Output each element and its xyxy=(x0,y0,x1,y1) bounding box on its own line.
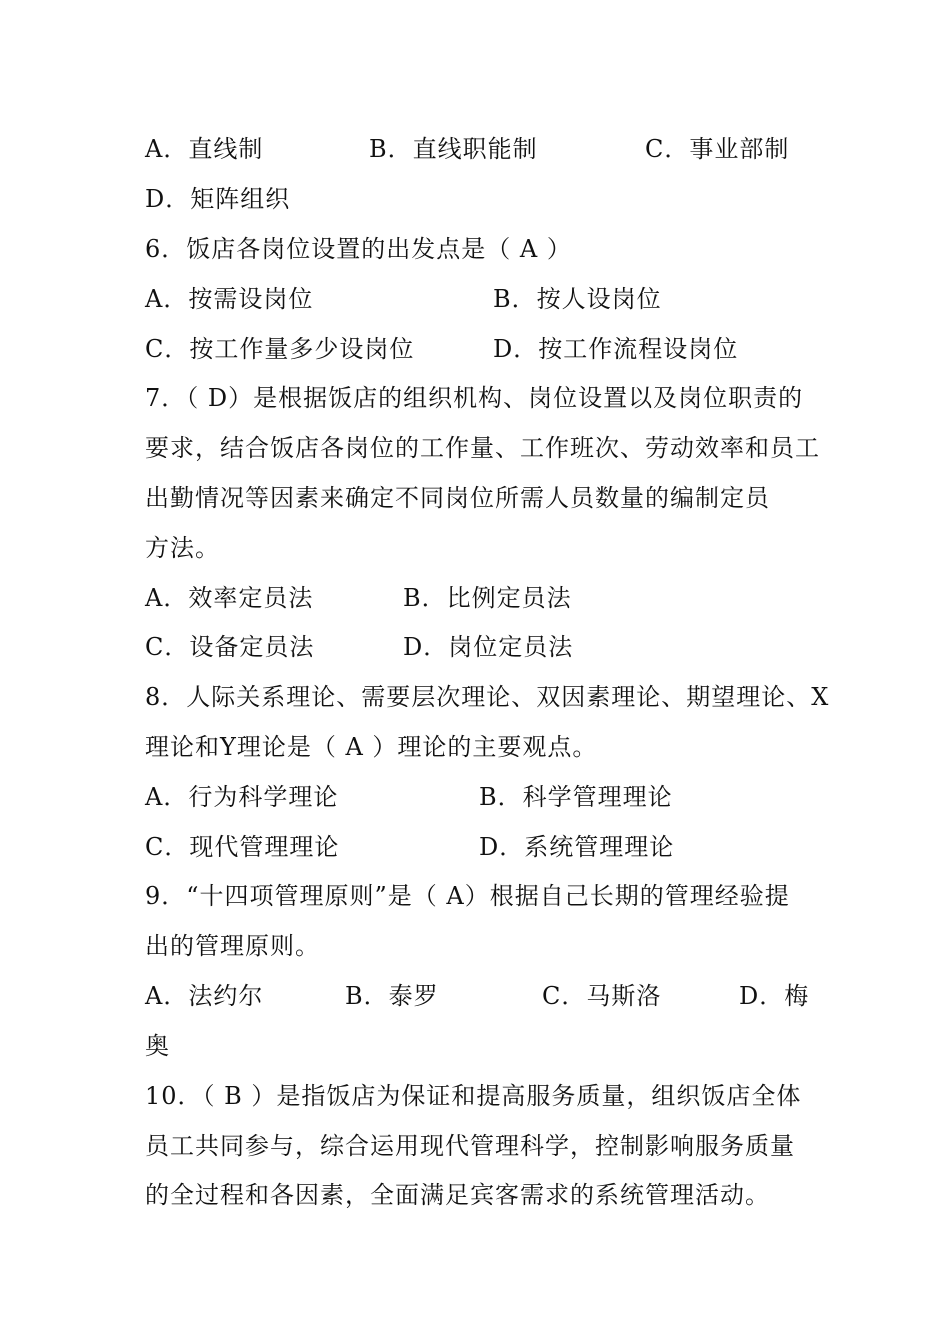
q7-line-3: 出勤情况等因素来确定不同岗位所需人员数量的编制定员 xyxy=(145,484,770,512)
q8-line-1: 8．人际关系理论、需要层次理论、双因素理论、期望理论、X xyxy=(145,683,830,711)
q9-line-1: 9．“十四项管理原则”是（ A）根据自己长期的管理经验提 xyxy=(145,882,790,910)
q7-line-4: 方法。 xyxy=(145,534,220,562)
q5-options-row-1 xyxy=(145,127,810,171)
q5-option-d: D．矩阵组织 xyxy=(145,185,291,213)
q9-option-c: C．马斯洛 xyxy=(542,982,662,1010)
q9-option-d: D．梅 xyxy=(739,982,810,1010)
q6-options-row-2 xyxy=(145,327,810,371)
q8-options-row-2 xyxy=(145,825,810,869)
q7-line-1: 7．（ D）是根据饭店的组织机构、岗位设置以及岗位职责的 xyxy=(145,384,804,412)
q10-line-3: 的全过程和各因素，全面满足宾客需求的系统管理活动。 xyxy=(145,1181,770,1209)
q8-option-c: C．现代管理理论 xyxy=(145,833,340,861)
q7-options-row-1 xyxy=(145,576,810,620)
q7-option-a: A．效率定员法 xyxy=(145,584,314,612)
q5-options-row-2 xyxy=(145,177,810,221)
q8-option-d: D．系统管理理论 xyxy=(479,833,675,861)
q8-option-a: A．行为科学理论 xyxy=(145,783,339,811)
q8-options-row-1 xyxy=(145,775,810,819)
q7-option-d: D．岗位定员法 xyxy=(403,633,574,661)
q7-option-c: C．设备定员法 xyxy=(145,633,315,661)
q7-option-b: B．比例定员法 xyxy=(403,584,572,612)
q5-option-b: B．直线职能制 xyxy=(369,135,538,163)
q9-options-row-1 xyxy=(145,974,810,1018)
q9-option-d-continued: 奥 xyxy=(145,1032,170,1060)
q9-option-a: A．法约尔 xyxy=(145,982,264,1010)
q8-option-b: B．科学管理理论 xyxy=(479,783,673,811)
q10-line-1: 10．（ B ）是指饭店为保证和提高服务质量，组织饭店全体 xyxy=(145,1082,802,1110)
q8-line-2: 理论和Y理论是（ A ）理论的主要观点。 xyxy=(145,733,598,761)
q7-options-row-2 xyxy=(145,625,810,669)
q10-line-2: 员工共同参与，综合运用现代管理科学，控制影响服务质量 xyxy=(145,1132,795,1160)
q5-option-c: C．事业部制 xyxy=(645,135,790,163)
q9-option-b: B．泰罗 xyxy=(345,982,439,1010)
q7-line-2: 要求，结合饭店各岗位的工作量、工作班次、劳动效率和员工 xyxy=(145,434,820,462)
q6-options-row-1 xyxy=(145,277,810,321)
q6-option-d: D．按工作流程设岗位 xyxy=(493,335,739,363)
q6-stem: 6．饭店各岗位设置的出发点是（ A ） xyxy=(145,235,572,263)
q9-line-2: 出的管理原则。 xyxy=(145,932,320,960)
q6-option-c: C．按工作量多少设岗位 xyxy=(145,335,415,363)
q6-option-b: B．按人设岗位 xyxy=(493,285,662,313)
q5-option-a: A．直线制 xyxy=(145,135,264,163)
q6-option-a: A．按需设岗位 xyxy=(145,285,314,313)
